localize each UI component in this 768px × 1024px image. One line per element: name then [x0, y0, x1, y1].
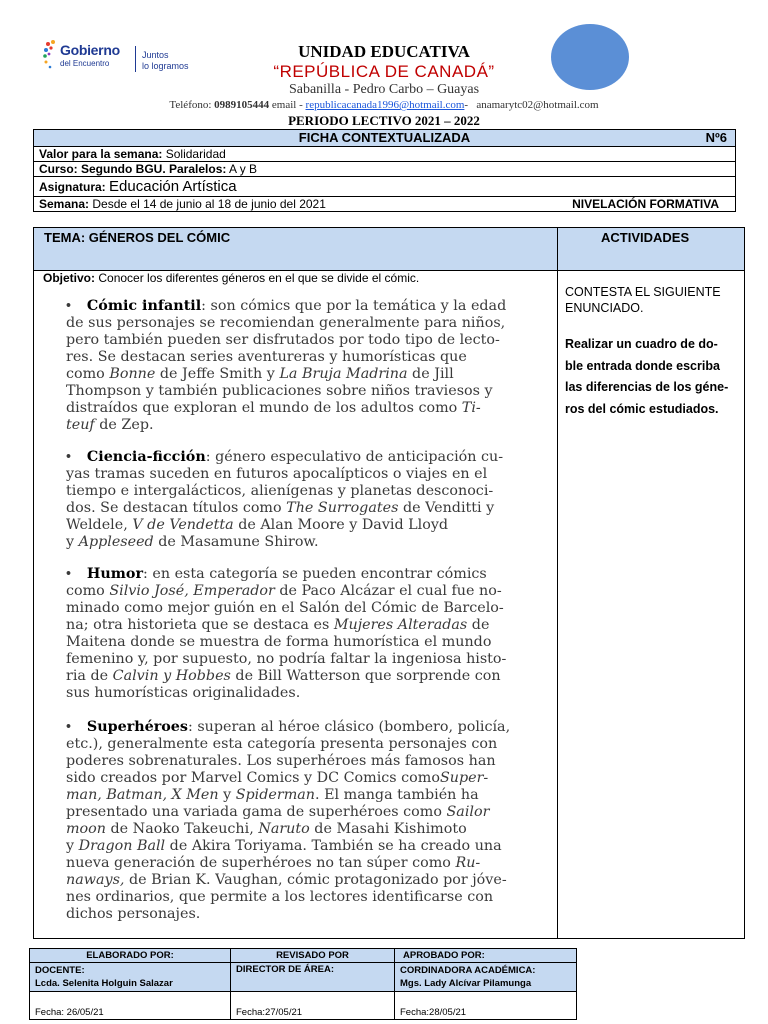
director-cell: DIRECTOR DE ÁREA: [231, 963, 395, 992]
text-line [66, 534, 546, 551]
text-line: yas tramas suceden en futuros apocalípticos o viajes en el [66, 466, 488, 482]
text-run: y [66, 838, 79, 854]
text-run: y [66, 534, 79, 550]
text-line: pero también pueden ser disfrutados por todo tipo de lecto- [66, 332, 500, 348]
text-run: Weldele, [66, 517, 133, 533]
work-title: Mujeres Alteradas [333, 617, 468, 633]
text-run: de Jeffe Smith y [155, 366, 280, 382]
work-title: V de Vendetta [132, 517, 234, 533]
text-line: dichos personajes. [66, 906, 201, 922]
text-run: sido creados por Marvel Comics y DC Comics como [66, 770, 440, 786]
ficha-info-table [33, 129, 736, 212]
text-line [66, 449, 546, 466]
ficha-title: FICHA CONTEXTUALIZADA [298, 130, 471, 145]
text-line [66, 668, 546, 685]
text-run: de Naoko Takeuchi, [105, 821, 259, 837]
tema-heading: TEMA: GÉNEROS DEL CÓMIC [44, 230, 231, 245]
email-separator: - [464, 99, 469, 111]
logo-sub: del Encuentro [60, 59, 110, 68]
ficha-title-cell [34, 130, 736, 147]
text-run: : superan al héroe clásico (bombero, policía, [187, 719, 511, 735]
school-title: UNIDAD EDUCATIVA [298, 42, 470, 61]
text-run: de Bill Watterson que sorprende con [230, 668, 501, 684]
contact-line [0, 99, 768, 111]
work-title: Spiderman [235, 787, 315, 803]
work-title: Super- [439, 770, 489, 786]
text-line: tiempo e intergalácticos, alienígenas y planetas desconoci- [66, 483, 494, 499]
signature-table [29, 948, 577, 1020]
text-run: como [66, 366, 110, 382]
phone-label: Teléfono: [169, 99, 212, 111]
docente-label: DOCENTE: [35, 965, 85, 976]
bullet-icon: • [66, 449, 87, 465]
text-run: de Brian K. Vaughan, cómic protagonizado por jóve- [124, 872, 507, 888]
work-title: Appleseed [78, 534, 154, 550]
asignatura-row [34, 177, 736, 197]
text-line [66, 400, 546, 417]
text-run: de Venditti y [398, 500, 495, 516]
text-run: de Jill [407, 366, 454, 382]
actividad-instruccion: CONTESTA EL SIGUIENTE ENUNCIADO. [565, 285, 721, 315]
curso-value: A y B [229, 162, 258, 176]
text-line: minado como mejor guión en el Salón del Cómic de Barcelo- [66, 600, 504, 616]
section-superheroes [66, 719, 546, 923]
work-title: man, Batman, X Men [66, 787, 219, 803]
section-ciencia-ficcion [66, 449, 546, 551]
phone-number: 0989105444 [214, 99, 270, 111]
text-run: : en esta categoría se pueden encontrar cómics [143, 566, 487, 582]
text-run: de Akira Toriyama. También se ha creado una [165, 838, 502, 854]
objetivo-label: Objetivo: [43, 271, 96, 285]
logo-slogan-1: Juntos [142, 50, 169, 60]
valor-row [34, 147, 736, 162]
semana-label: Semana: [39, 197, 90, 211]
text-run: de Paco Alcázar el cual fue no- [274, 583, 502, 599]
text-line: Thompson y también publicaciones sobre niños traviesos y [66, 383, 493, 399]
column-divider [557, 228, 558, 938]
text-line [66, 872, 546, 889]
section-title: Cómic infantil [86, 298, 202, 314]
text-run: presentado una variada gama de superhéroes como [66, 804, 447, 820]
text-run: y [218, 787, 236, 803]
text-line [66, 517, 546, 534]
work-title: teuf [66, 417, 95, 433]
work-title: La Bruja Madrina [279, 366, 408, 382]
work-title: moon [66, 821, 106, 837]
email-2: anamarytc02@hotmail.com [476, 99, 599, 111]
text-run: ria de [66, 668, 113, 684]
work-title: Ru- [455, 855, 481, 871]
section-humor [66, 566, 546, 702]
logo-name: Gobierno [60, 42, 120, 58]
asignatura-label: Asignatura: [39, 179, 106, 194]
email-link-1[interactable]: republicacanada1996@hotmail.com [305, 99, 465, 111]
text-line [66, 821, 546, 838]
school-location: Sabanilla - Pedro Carbo – Guayas [288, 82, 480, 97]
actividades-heading: ACTIVIDADES [601, 230, 690, 245]
actividad-line: las diferencias de los géne- [565, 380, 729, 394]
text-line [66, 804, 546, 821]
valor-value: Solidaridad [165, 147, 226, 161]
bullet-icon: • [66, 719, 87, 735]
work-title: naways, [66, 872, 125, 888]
work-title: The Surrogates [286, 500, 399, 516]
coord-name: Mgs. Lady Alcívar Pilamunga [400, 978, 532, 989]
text-run: : son cómics que por la temática y la edad [201, 298, 507, 314]
text-line: de sus personajes se recomiendan generalmente para niños, [66, 315, 506, 331]
section-title: Ciencia-ficción [86, 449, 206, 465]
curso-label: Curso: Segundo BGU. Paralelos: [39, 162, 227, 176]
text-run: nueva generación de superhéroes no tan súper como [66, 855, 456, 871]
actividad-line: ble entrada donde escriba [565, 358, 720, 373]
curso-row [34, 162, 736, 177]
text-line [66, 583, 546, 600]
text-line: Maitena donde se muestra de forma humorística el mundo [66, 634, 492, 650]
text-line: res. Se destacan series aventureras y humorísticas que [66, 349, 467, 365]
school-name: “REPÚBLICA DE CANADÁ” [273, 62, 495, 81]
work-title: Silvio José, Emperador [109, 583, 275, 599]
actividad-line: Realizar un cuadro de do- [565, 337, 718, 351]
text-run: . El manga también ha [315, 787, 479, 803]
text-run: de Alan Moore y David Lloyd [233, 517, 449, 533]
objetivo-line [43, 271, 419, 285]
section-title: Superhéroes [86, 719, 188, 735]
work-title: Naruto [258, 821, 310, 837]
text-run: : género especulativo de anticipación cu- [205, 449, 504, 465]
text-line: etc.), generalmente esta categoría presenta personajes con [66, 736, 498, 752]
fecha-revisado: Fecha:27/05/21 [231, 992, 395, 1020]
text-line [66, 855, 546, 872]
text-line [66, 298, 546, 315]
docente-name: Lcda. Selenita Holguin Salazar [35, 978, 173, 989]
section-title: Humor [86, 566, 144, 582]
aprobado-header: APROBADO POR: [395, 949, 577, 963]
text-line [66, 417, 546, 434]
nivelacion-label: NIVELACIÓN FORMATIVA [572, 197, 719, 211]
email-label: email - [271, 99, 303, 111]
work-title: Calvin y Hobbes [112, 668, 231, 684]
bullet-icon: • [66, 566, 87, 582]
text-line [66, 566, 546, 583]
docente-cell [30, 963, 231, 992]
text-run: distraídos que exploran el mundo de los adultos como [66, 400, 462, 416]
semana-value: Desde el 14 de junio al 18 de junio del 2021 [92, 197, 326, 211]
bullet-icon: • [66, 298, 87, 314]
actividad-enunciado [565, 334, 743, 420]
text-line [66, 770, 546, 787]
text-line [66, 719, 546, 736]
work-title: Dragon Ball [78, 838, 166, 854]
work-title: Bonne [109, 366, 156, 382]
elaborado-header: ELABORADO POR: [30, 949, 231, 963]
text-line: poderes sobrenaturales. Los superhéroes más famosos han [66, 753, 496, 769]
semana-row [34, 197, 736, 212]
coordinadora-cell [395, 963, 577, 992]
text-run: de [467, 617, 490, 633]
objetivo-text: Conocer los diferentes géneros en el que se divide el cómic. [98, 271, 420, 285]
periodo-lectivo: PERIODO LECTIVO 2021 – 2022 [288, 113, 480, 128]
work-title: Sailor [446, 804, 490, 820]
text-line: sus humorísticas originalidades. [66, 685, 301, 701]
valor-label: Valor para la semana: [39, 147, 163, 161]
logo-slogan-2: lo logramos [142, 61, 189, 71]
text-line [66, 787, 546, 804]
fecha-aprobado: Fecha:28/05/21 [395, 992, 577, 1020]
text-line [66, 617, 546, 634]
text-run: de Zep. [94, 417, 154, 433]
text-run: de Masamune Shirow. [153, 534, 319, 550]
text-run: como [66, 583, 110, 599]
text-run: de Masahi Kishimoto [309, 821, 467, 837]
asignatura-value: Educación Artística [109, 177, 237, 195]
actividad-line: ros del cómic estudiados. [565, 401, 719, 416]
text-run: na; otra historieta que se destaca es [66, 617, 334, 633]
ficha-number: Nº6 [705, 130, 727, 145]
text-line: nes ordinarios, que permite a los lectores identificarse con [66, 889, 494, 905]
text-line [66, 500, 546, 517]
text-run: dos. Se destacan títulos como [66, 500, 287, 516]
work-title: Ti- [461, 400, 481, 416]
revisado-header: REVISADO POR [231, 949, 395, 963]
text-line [66, 838, 546, 855]
text-line [66, 366, 546, 383]
fecha-elaborado: Fecha: 26/05/21 [30, 992, 231, 1020]
coord-label: CORDINADORA ACADÉMICA: [400, 965, 536, 976]
section-comic-infantil [66, 298, 546, 434]
text-line: femenino y, por supuesto, no podría faltar la ingeniosa histo- [66, 651, 507, 667]
